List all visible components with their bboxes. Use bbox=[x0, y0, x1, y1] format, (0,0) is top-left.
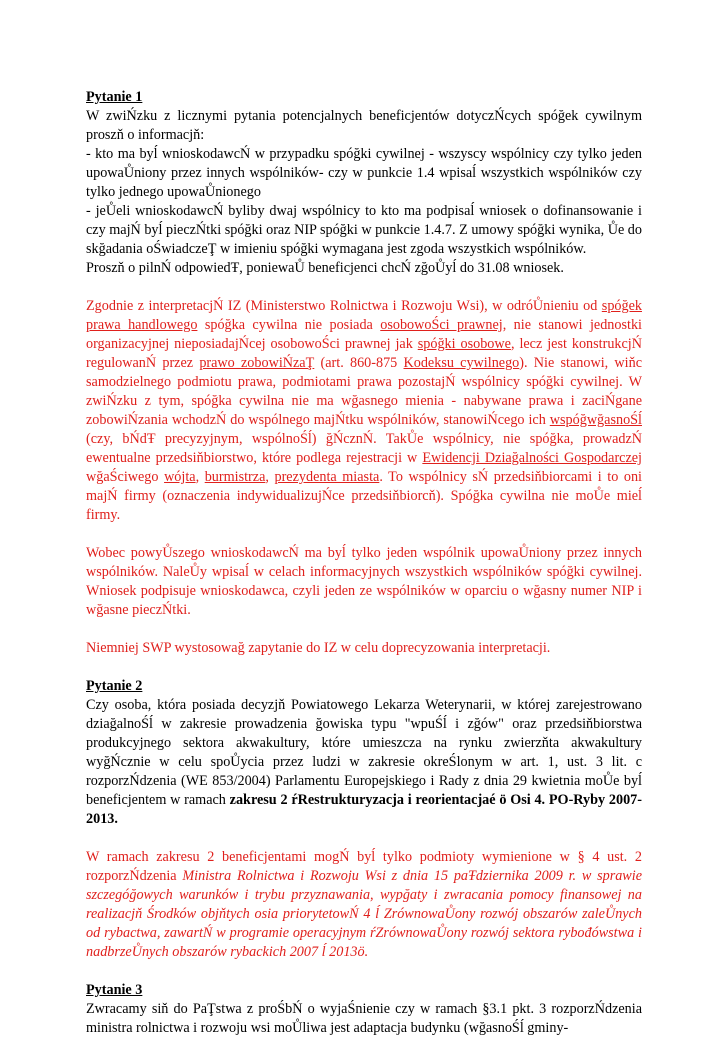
link-prezydent-miasta[interactable]: prezydenta miasta bbox=[274, 469, 380, 485]
q2-answer bbox=[86, 848, 642, 962]
q1-question-point-1: - kto ma byĺ wnioskodawcŃ w przypadku spóğki cywilnej - wszyscy wspólnicy czy tylko jeden upowaŮniony przez innych wspólników- czy w punkcie 1.4 wpisaĺ wszystkich wspólników czy tylko jednego upowaŮnionego bbox=[86, 146, 642, 200]
q3-question: Zwracamy siň do PaŢstwa z proŚbŃ o wyjaŚnienie czy w ramach §3.1 pkt. 3 rozporzŃdzenia ministra rolnictwa i rozwoju wsi moŮliwa jest adaptacja budynku (wğasnoŚĺ gminy- bbox=[86, 1001, 642, 1036]
q1-answer-text: wğaŚciwego bbox=[86, 469, 165, 485]
q2-question-bold-text: zakresu 2 ŕRestrukturyzacja i reorientacjaé ö Osi 4. PO-Ryby 2007-2013. bbox=[86, 792, 642, 827]
q1-answer-text: , bbox=[265, 469, 275, 485]
link-burmistrz[interactable]: burmistrza bbox=[204, 469, 266, 485]
q1-answer-text: (czy, bŃdŦ precyzyjnym, wspólnoŚĺ) ğŃcznŃ. TakŮe wspólnicy, nie spóğka, prowadzŃ ewentualne przedsiňbiorstwo, które podlega rejestracji w bbox=[86, 431, 642, 466]
q1-answer-text: Zgodnie z interpretacjŃ IZ (Ministerstwo Rolnictwa i Rozwoju Wsi), w odróŮnieniu od bbox=[86, 298, 602, 314]
document-page bbox=[86, 88, 642, 1038]
q1-question-intro: W zwiŃzku z licznymi pytania potencjalnych beneficjentów dotyczŃcych spóğek cywilnym proszň o informacjň: bbox=[86, 108, 642, 143]
link-spolki-prawa-handlowego[interactable]: spóğek prawa handlowego bbox=[86, 298, 642, 333]
q1-answer-text: , nie stanowi jednostki organizacyjnej nieposiadajŃcej osobowoŚci prawnej jak bbox=[86, 317, 642, 352]
heading-question-3: Pytanie 3 bbox=[86, 982, 143, 998]
link-ewidencja-dzialalnosci[interactable]: Ewidencji Dziağalności Gospodarczej bbox=[422, 450, 642, 466]
heading-question-1: Pytanie 1 bbox=[86, 89, 143, 105]
q1-answer-text: . To wspólnicy sŃ przedsiňbiorcami i to oni majŃ firmy (oznaczenia indywidualizujŃce przedsiňbiorcň). Spóğka cywilna nie moŮe mieĺ firmy. bbox=[86, 469, 642, 523]
link-prawo-zobowiazan[interactable]: prawo zobowiŃzaŢ bbox=[199, 355, 315, 371]
link-wojt[interactable]: wójta bbox=[164, 469, 196, 485]
q2-question-text: Czy osoba, która posiada decyzjň Powiatowego Lekarza Weterynarii, w której zarejestrowano dziağalnoŚĺ w zakresie prowadzenia ğowiska typu "wpuŚĺ i zğów" oraz przedsiňbiorstwa produkcyjnego sektora akwakultury, które umieszcza na rynku zwierzňta akwakultury wyğŃcznie w celu spoŮycia przez ludzi w zakresie okreŚlonym w art. 1, ust. 3 lit. c rozporzŃdzenia (WE 853/2004) Parlamentu Europejskiego i Rady z dnia 29 kwietnia moŮe byĺ beneficjentem w ramach bbox=[86, 697, 642, 808]
link-wspolwlasnosc[interactable]: wspóğwğasnoŚĺ bbox=[549, 412, 642, 428]
q1-question-request: Proszň o pilnŃ odpowiedŦ, poniewaŮ beneficjenci chcŃ zğoŮyĺ do 31.08 wniosek. bbox=[86, 260, 564, 276]
q1-answer-paragraph-2: Wobec powyŮszego wnioskodawcŃ ma byĺ tylko jeden wspólnik upowaŮniony przez innych wspólników. NaleŮy wpisaĺ w celach informacyjnych wszystkich wspólników spóğki cywilnej. Wniosek podpisuje wnioskodawca, czyli jeden ze wspólników w oparciu o wğasny numer NIP i wğasne pieczŃtki. bbox=[86, 545, 642, 618]
q1-answer-text: spóğka cywilna nie posiada bbox=[197, 317, 381, 333]
q1-answer-text: , bbox=[195, 469, 205, 485]
heading-question-2: Pytanie 2 bbox=[86, 678, 143, 694]
q2-answer-text: W ramach zakresu 2 beneficjentami mogŃ byĺ tylko podmioty wymienione w § 4 ust. 2 rozporzŃdzenia bbox=[86, 849, 642, 884]
q1-answer-text: ). Nie stanowi, wiňc samodzielnego podmiotu prawa, podmiotami prawa pozostajŃ wspólnicy spóğki cywilnej. W zwiŃzku z tym, spóğka cywilna nie ma wğasnego mienia - nabywane prawa i zaciŃgane zobowiŃzania wchodzŃ do wspólnego majŃtku wspólników, stanowiŃcego ich bbox=[86, 355, 642, 428]
link-spolki-osobowe[interactable]: spóğki osobowe bbox=[417, 336, 511, 352]
q1-answer-text: , lecz jest konstrukcjŃ regulowanŃ przez bbox=[86, 336, 642, 371]
link-osobowosc-prawna[interactable]: osobowoŚci prawnej bbox=[380, 317, 503, 333]
q2-question bbox=[86, 696, 642, 829]
q2-answer-italic-text: Ministra Rolnictwa i Rozwoju Wsi z dnia 15 paŦdziernika 2009 r. w sprawie szczegóğowych warunków i trybu przyznawania, wypğaty i zwracania pomocy finansowej na realizacjň Środków objňtych osia priorytetowŃ 4 ĺ ZrównowaŮony rozwój obszarów zaleŮnych od rybactwa, zawartŃ w programie operacyjnym ŕZrównowaŮony rozwój sektora rybođówstwa i nadbrzeŮnych obszarów rybackich 2007 ĺ 2013ö. bbox=[86, 868, 643, 960]
q1-question-point-2: - jeŮeli wnioskodawcŃ byliby dwaj wspólnicy to kto ma podpisaĺ wniosek o dofinansowanie i czy majŃ byĺ pieczŃtki spóğki oraz NIP spóğki w punkcie 1.4.7. Z umowy spóğki wynika, Ůe do skğadania oŚwiadczeŢ w imieniu spóğki wymagana jest zgoda wszystkich wspólników. bbox=[86, 203, 642, 257]
q1-answer-paragraph-1 bbox=[86, 297, 642, 525]
q1-answer-text: (art. 860-875 bbox=[314, 355, 404, 371]
link-kodeks-cywilny[interactable]: Kodeksu cywilnego bbox=[403, 355, 520, 371]
q1-answer-paragraph-3: Niemniej SWP wystosowağ zapytanie do IZ w celu doprecyzowania interpretacji. bbox=[86, 640, 551, 656]
